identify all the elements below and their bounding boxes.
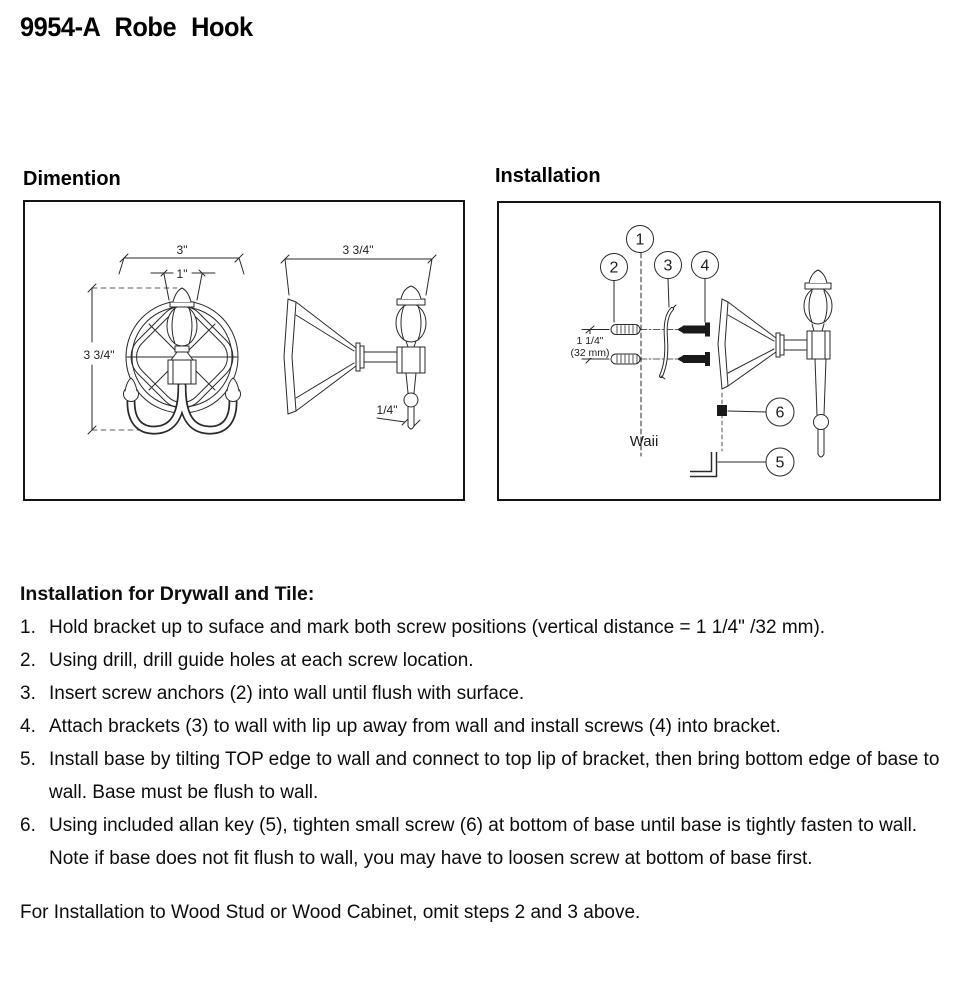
step-text: Using drill, drill guide holes at each screw location. (49, 650, 474, 671)
callout-5-number: 5 (775, 454, 785, 472)
callout-1 (627, 226, 654, 253)
callout-3-number: 3 (663, 257, 673, 275)
instruction-step-5 (20, 743, 946, 809)
front-view-drawing (84, 243, 244, 434)
instruction-step-3 (20, 677, 946, 710)
dim-label-side-depth: 3 3/4" (342, 243, 374, 257)
step-number: 5. (20, 749, 36, 770)
step-text: Insert screw anchors (2) into wall until flush with surface. (49, 683, 525, 704)
step-text: Install base by tilting TOP edge to wall and connect to top lip of bracket, then bring bottom edge of base to wall. Base must be flush to wall. (49, 749, 940, 803)
step-text: Attach brackets (3) to wall with lip up away from wall and install screws (4) into bracket. (49, 716, 781, 737)
set-screw (717, 393, 766, 451)
step-number: 4. (20, 716, 36, 737)
instruction-step-6 (20, 809, 946, 875)
step-number: 3. (20, 683, 36, 704)
dimension-drawing (25, 202, 463, 499)
mounting-bracket (661, 305, 676, 379)
callout-4-number: 4 (700, 257, 710, 275)
installation-figure-box (497, 201, 941, 501)
callout-4 (692, 252, 719, 323)
callout-2-number: 2 (609, 259, 619, 277)
dim-label-hook-tip: 1/4" (376, 403, 398, 417)
dim-label-front-width: 3" (176, 243, 188, 257)
step-text: Hold bracket up to suface and mark both screw positions (vertical distance = 1 1/4" /32 mm). (49, 617, 826, 638)
callout-1-number: 1 (635, 231, 645, 249)
step-number: 6. (20, 815, 36, 836)
robe-hook-base (718, 270, 832, 457)
installation-drawing (499, 203, 939, 499)
instruction-step-1 (20, 611, 946, 644)
dim-label-finial-width: 1" (176, 267, 188, 281)
instructions-heading: Installation for Drywall and Tile: (20, 583, 315, 605)
dimension-figure-box (23, 200, 465, 501)
dim-screw-spacing (569, 326, 611, 363)
dim-label-front-height: 3 3/4" (83, 348, 115, 362)
step-number: 2. (20, 650, 36, 671)
instruction-step-2 (20, 644, 946, 677)
instruction-step-4 (20, 710, 946, 743)
step-number: 1. (20, 617, 36, 638)
callout-6-number: 6 (775, 404, 785, 422)
instructions-block (20, 578, 946, 929)
callout-5 (766, 448, 794, 476)
mounting-screws (677, 323, 710, 367)
wood-installation-note: For Installation to Wood Stud or Wood Cabinet, omit steps 2 and 3 above. (20, 902, 641, 923)
step-text: Using included allan key (5), tighten small screw (6) at bottom of base until base is tightly fasten to wall. Note if base does not fit flush to wall, you may have to loosen screw at bottom of base first. (49, 815, 918, 869)
dimension-section-heading: Dimention (23, 168, 121, 190)
allen-key (690, 452, 766, 474)
page-title: 9954-A Robe Hook (20, 12, 253, 42)
installation-section-heading: Installation (495, 165, 601, 187)
wall-label: Waii (629, 433, 659, 450)
dim-label-spacing-mm: (32 mm) (570, 347, 610, 359)
callout-2 (601, 254, 628, 323)
side-view-drawing (281, 243, 436, 429)
callout-3 (655, 252, 682, 308)
dim-label-spacing-inch: 1 1/4" (576, 335, 604, 347)
callout-6 (766, 398, 794, 426)
